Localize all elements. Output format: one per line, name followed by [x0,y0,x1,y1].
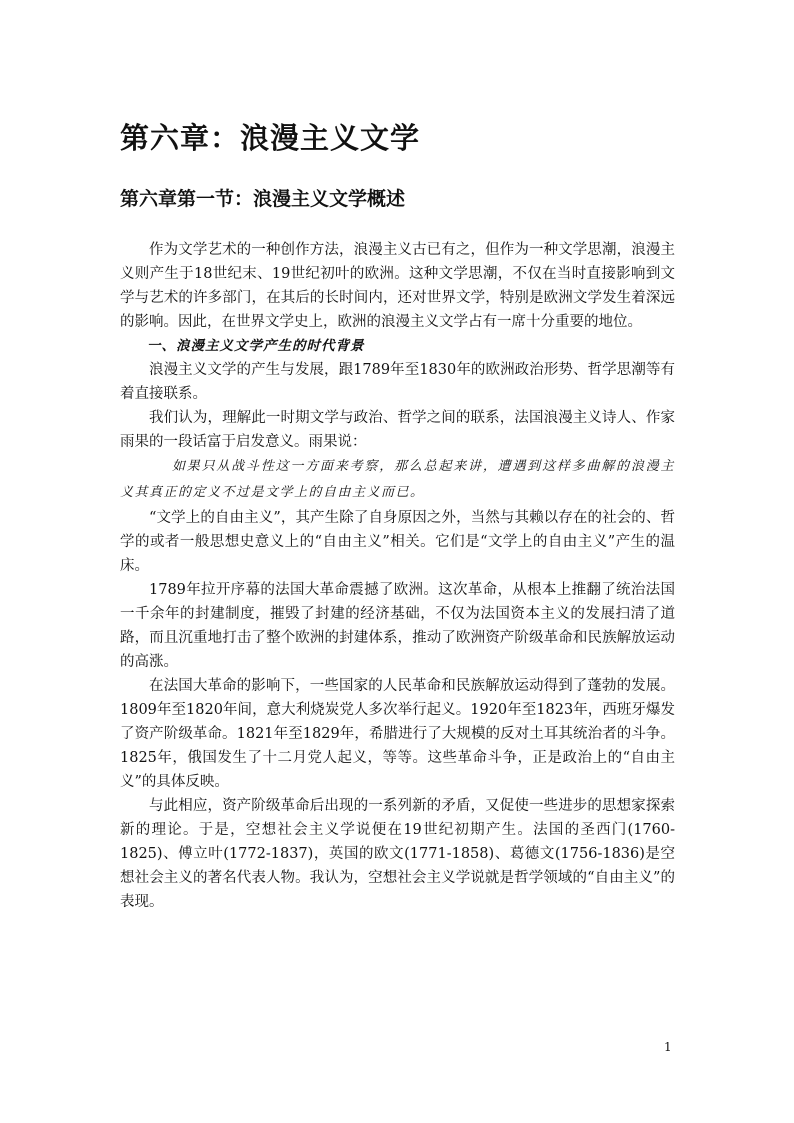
document-body [120,238,675,914]
section-title: 第六章第一节：浪漫主义文学概述 [120,188,406,210]
paragraph-intro: 作为文学艺术的一种创作方法，浪漫主义古已有之，但作为一种文学思潮，浪漫主义则产生于18世纪末、19世纪初叶的欧洲。这种文学思潮，不仅在当时直接影响到文学与艺术的许多部门，在其后的长时间内，还对世界文学，特别是欧洲文学发生着深远的影响。因此，在世界文学史上，欧洲的浪漫主义文学占有一席十分重要的地位。 [120,242,675,330]
subheading-background: 一、浪漫主义文学产生的时代背景 [147,338,365,354]
document-page [120,116,675,914]
hugo-quote: 如果只从战斗性这一方面来考察，那么总起来讲，遭遇到这样多曲解的浪漫主义其真正的定义不过是文学上的自由主义而已。 [120,459,675,500]
page-number: 1 [664,1040,672,1054]
paragraph-origin: 浪漫主义文学的产生与发展，跟1789年至1830年的欧洲政治形势、哲学思潮等有着直接联系。 [120,362,675,402]
paragraph-national-movements: 在法国大革命的影响下，一些国家的人民革命和民族解放运动得到了蓬勃的发展。1809年至1820年间，意大利烧炭党人多次举行起义。1920年至1823年，西班牙爆发了资产阶级革命。1821年至1829年，希腊进行了大规模的反对土耳其统治者的斗争。1825年，俄国发生了十二月党人起义，等等。这些革命斗争，正是政治上的“自由主义”的具体反映。 [120,678,675,790]
paragraph-utopian-socialism: 与此相应，资产阶级革命后出现的一系列新的矛盾，又促使一些进步的思想家探索新的理论。于是，空想社会主义学说便在19世纪初期产生。法国的圣西门(1760-1825)、傅立叶(1772-1837)，英国的欧文(1771-1858)、葛德文(1756-1836)是空想社会主义的著名代表人物。我认为，空想社会主义学说就是哲学领域的“自由主义”的表现。 [120,798,675,910]
paragraph-french-revolution: 1789年拉开序幕的法国大革命震撼了欧洲。这次革命，从根本上推翻了统治法国一千余年的封建制度，摧毁了封建的经济基础，不仅为法国资本主义的发展扫清了道路，而且沉重地打击了整个欧洲的封建体系，推动了欧洲资产阶级革命和民族解放运动的高涨。 [120,582,675,670]
chapter-title: 第六章：浪漫主义文学 [120,121,421,155]
paragraph-hugo-intro: 我们认为，理解此一时期文学与政治、哲学之间的联系，法国浪漫主义诗人、作家雨果的一段话富于启发意义。雨果说： [120,410,675,450]
paragraph-literary-liberalism: “文学上的自由主义”，其产生除了自身原因之外，当然与其赖以存在的社会的、哲学的或者一般思想史意义上的“自由主义”相关。它们是“文学上的自由主义”产生的温床。 [120,510,675,574]
